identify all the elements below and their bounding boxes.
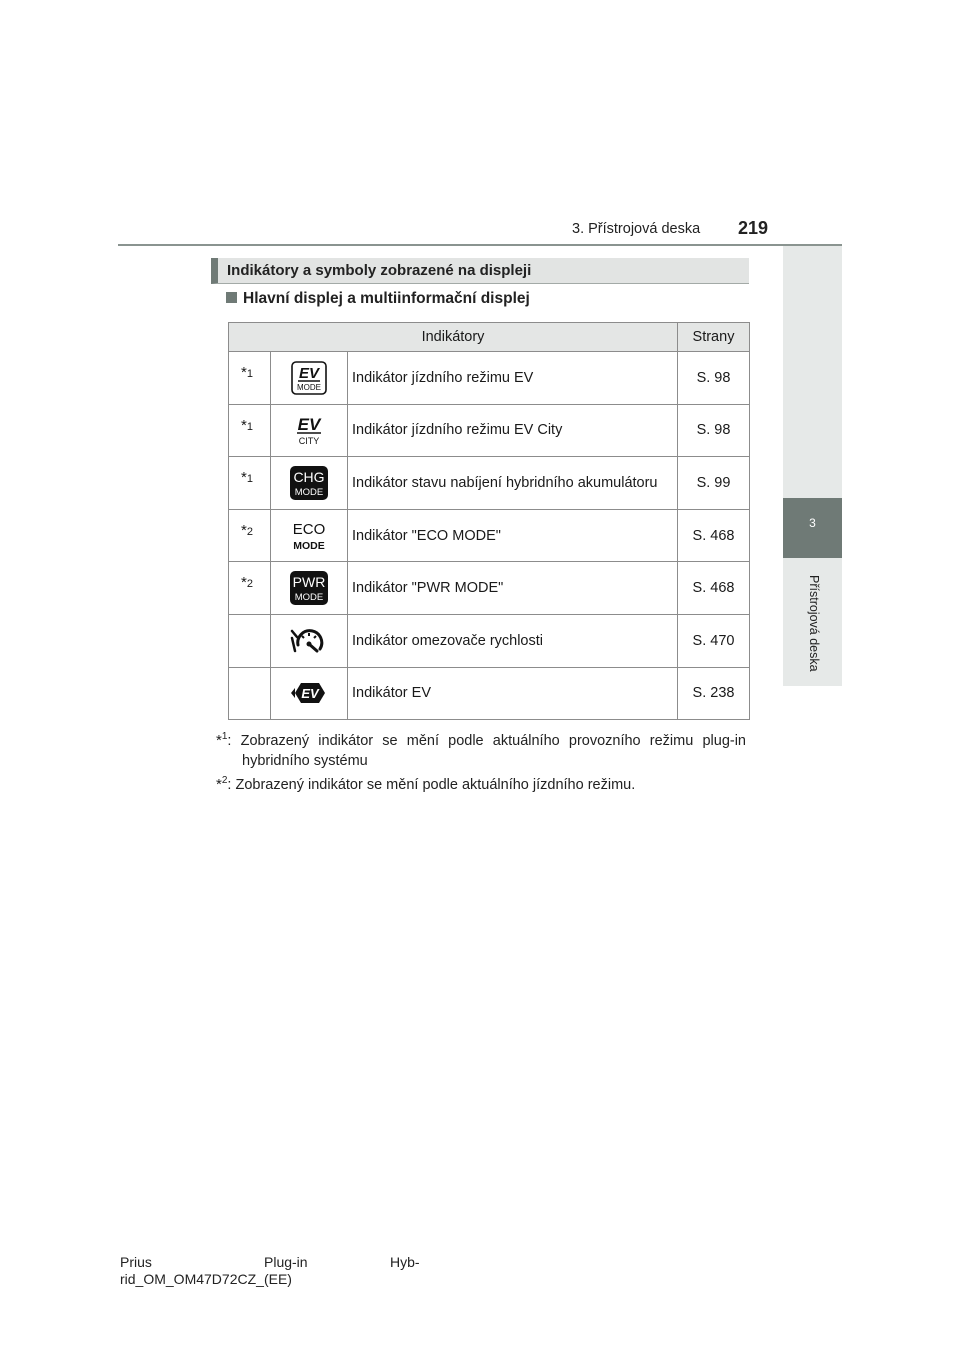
row-page: S. 468: [678, 509, 750, 562]
row-page: S. 98: [678, 404, 750, 457]
header-pages: Strany: [678, 323, 750, 352]
subheading-text: Hlavní displej a multiinformační displej: [243, 290, 530, 307]
table-row: [229, 614, 750, 667]
svg-text:CHG: CHG: [293, 468, 325, 485]
row-page: S. 98: [678, 352, 750, 405]
footer-hyb: Hyb-: [390, 1254, 420, 1270]
speed-limiter-icon: [271, 614, 348, 667]
footer: [120, 1254, 420, 1288]
header-indicators: Indikátory: [229, 323, 678, 352]
row-description: Indikátor jízdního režimu EV City: [348, 404, 678, 457]
footnote-mark: [229, 614, 271, 667]
footnote-mark: *1: [229, 352, 271, 405]
footnote-mark: *2: [229, 562, 271, 615]
chg-mode-icon: [271, 457, 348, 510]
section-title: Indikátory a symboly zobrazené na displeji: [227, 262, 532, 279]
table-row: [229, 509, 750, 562]
square-bullet-icon: [226, 292, 237, 303]
row-page: S. 468: [678, 562, 750, 615]
header-title: 3. Přístrojová deska: [572, 221, 701, 237]
ev-indicator-icon: [271, 667, 348, 720]
row-page: S. 99: [678, 457, 750, 510]
svg-text:EV: EV: [301, 686, 319, 702]
row-page: S. 470: [678, 614, 750, 667]
row-page: S. 238: [678, 667, 750, 720]
table-row: [229, 352, 750, 405]
page-number: 219: [738, 218, 769, 238]
section-bar: [211, 258, 749, 284]
ev-city-icon: [271, 404, 348, 457]
footnote-1: *$^1$: Zobrazený indikátor se mění podle aktuálního provozního režimu plug-in hybridního systému: [216, 731, 746, 769]
header-rule: [118, 244, 842, 246]
table-row: [229, 404, 750, 457]
footnote-mark: *1: [229, 457, 271, 510]
table-header-row: [229, 323, 750, 352]
row-description: Indikátor "PWR MODE": [348, 562, 678, 615]
svg-text:CITY: CITY: [298, 436, 320, 447]
side-tab-label: Přístrojová deska: [807, 575, 821, 672]
footer-prius: Prius: [120, 1254, 152, 1270]
footnote-mark: *1: [229, 404, 271, 457]
footer-doc-code: rid_OM_OM47D72CZ_(EE): [120, 1271, 292, 1287]
indicator-table: [228, 322, 750, 720]
svg-text:EV: EV: [298, 364, 320, 382]
row-description: Indikátor stavu nabíjení hybridního akumulátoru: [348, 457, 678, 510]
svg-text:PWR: PWR: [292, 574, 326, 591]
row-description: Indikátor EV: [348, 667, 678, 720]
row-description: Indikátor omezovače rychlosti: [348, 614, 678, 667]
table-row: [229, 667, 750, 720]
footnote-2: *$^2$: Zobrazený indikátor se mění podle aktuálního jízdního režimu.: [216, 775, 636, 793]
table-row: [229, 457, 750, 510]
subheading: [226, 290, 530, 308]
footnote-mark: [229, 667, 271, 720]
svg-text:EV: EV: [297, 415, 321, 435]
eco-mode-icon: [271, 509, 348, 562]
svg-text:ECO: ECO: [292, 520, 326, 538]
svg-text:MODE: MODE: [297, 382, 321, 392]
svg-text:MODE: MODE: [294, 592, 324, 604]
side-tab: [783, 498, 842, 558]
table-row: [229, 562, 750, 615]
ev-mode-icon: [271, 352, 348, 405]
row-description: Indikátor "ECO MODE": [348, 509, 678, 562]
svg-text:MODE: MODE: [293, 539, 325, 552]
side-tab-number: 3: [809, 516, 816, 530]
row-description: Indikátor jízdního režimu EV: [348, 352, 678, 405]
svg-text:MODE: MODE: [294, 486, 324, 498]
pwr-mode-icon: [271, 562, 348, 615]
footer-plugin: Plug-in: [264, 1254, 308, 1270]
footnote-mark: *2: [229, 509, 271, 562]
